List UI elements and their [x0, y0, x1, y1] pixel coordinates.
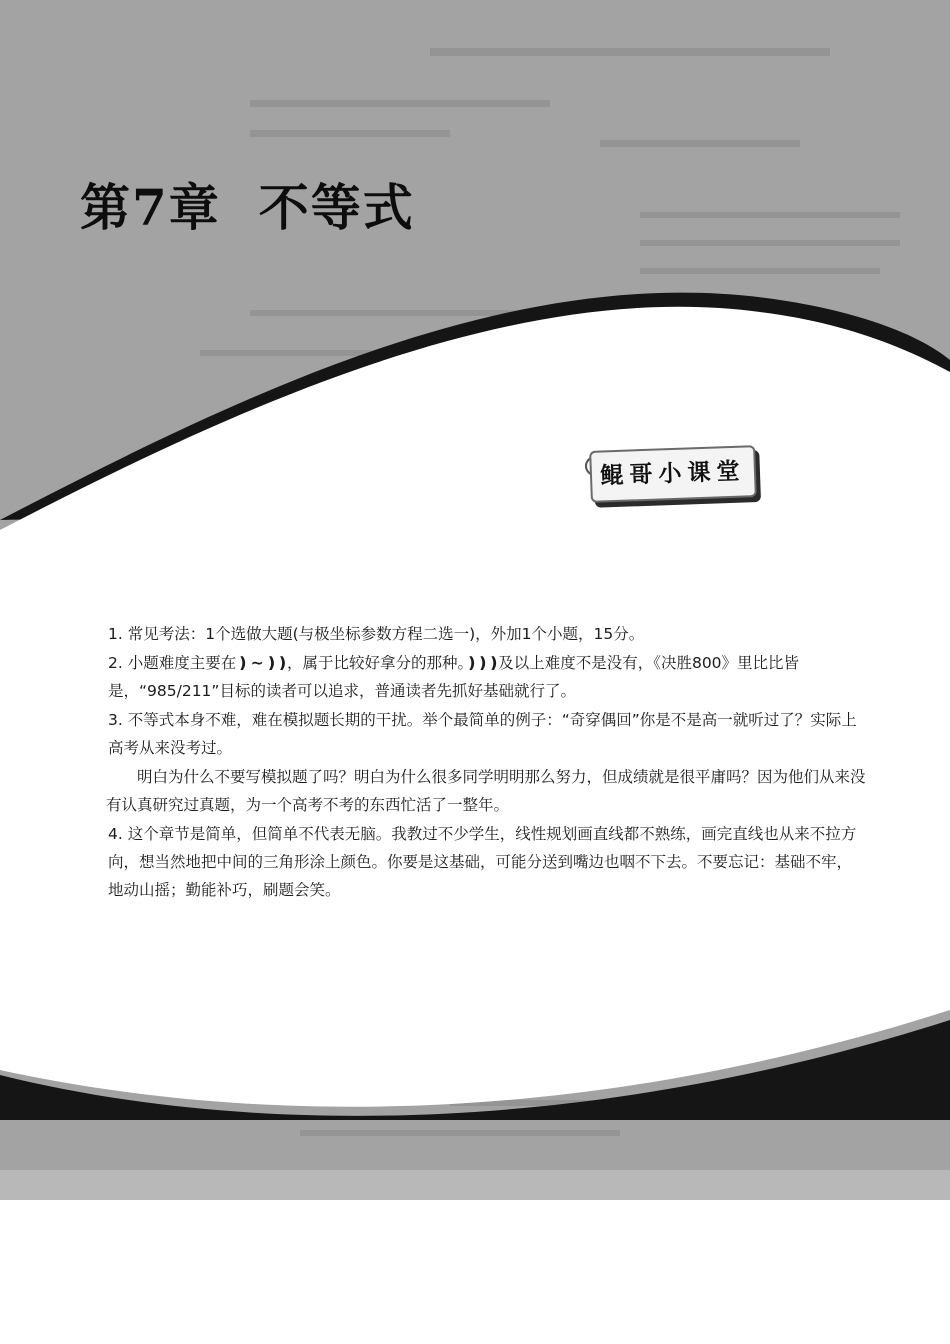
chapter-title [80, 168, 415, 240]
difficulty-mark-icon: ❫ ~ ❫❫ [236, 654, 287, 672]
paragraph-2-a: 2. 小题难度主要在 [108, 654, 237, 672]
paragraph-3: 3. 不等式本身不难，难在模拟题长期的干扰。举个最简单的例子：“奇穿偶回”你是不是高一就听过了？实际上高考从来没考过。 [108, 711, 857, 757]
bottom-band-fade [0, 1170, 950, 1200]
lesson-badge [589, 445, 757, 503]
difficulty-mark-icon: ❫❫❫ [465, 654, 499, 672]
chapter-number: 第7章 [80, 178, 221, 237]
bottom-margin [0, 1200, 950, 1344]
paragraph-5: 4. 这个章节是简单，但简单不代表无脑。我教过不少学生，线性规划画直线都不熟练，画完直线也从来不拉方向，想当然地把中间的三角形涂上颜色。你要是这基础，可能分送到嘴边也咽不下去。不要忘记：基础不牢，地动山摇；勤能补巧，刷题会笑。 [108, 825, 857, 899]
paragraph-2-c: 及以上难度不是没有，《决胜800》里比比皆是，“985/211”目标的读者可以追求，普通读者先抓好基础就行了。 [108, 654, 800, 700]
paragraph-1: 1. 常见考法：1个选做大题(与极坐标参数方程二选一)，外加1个小题，15分。 [108, 625, 645, 643]
badge-label: 鲲哥小课堂 [600, 457, 746, 490]
chapter-name: 不等式 [258, 178, 415, 237]
paragraph-2 [106, 649, 866, 705]
paragraph-4: 明白为什么不要写模拟题了吗？明白为什么很多同学明明那么努力，但成绩就是很平庸吗？因为他们从来没有认真研究过真题，为一个高考不考的东西忙活了一整年。 [106, 768, 866, 814]
chapter-intro-text [106, 620, 866, 905]
paragraph-2-b: ，属于比较好拿分的那种。 [286, 654, 466, 672]
